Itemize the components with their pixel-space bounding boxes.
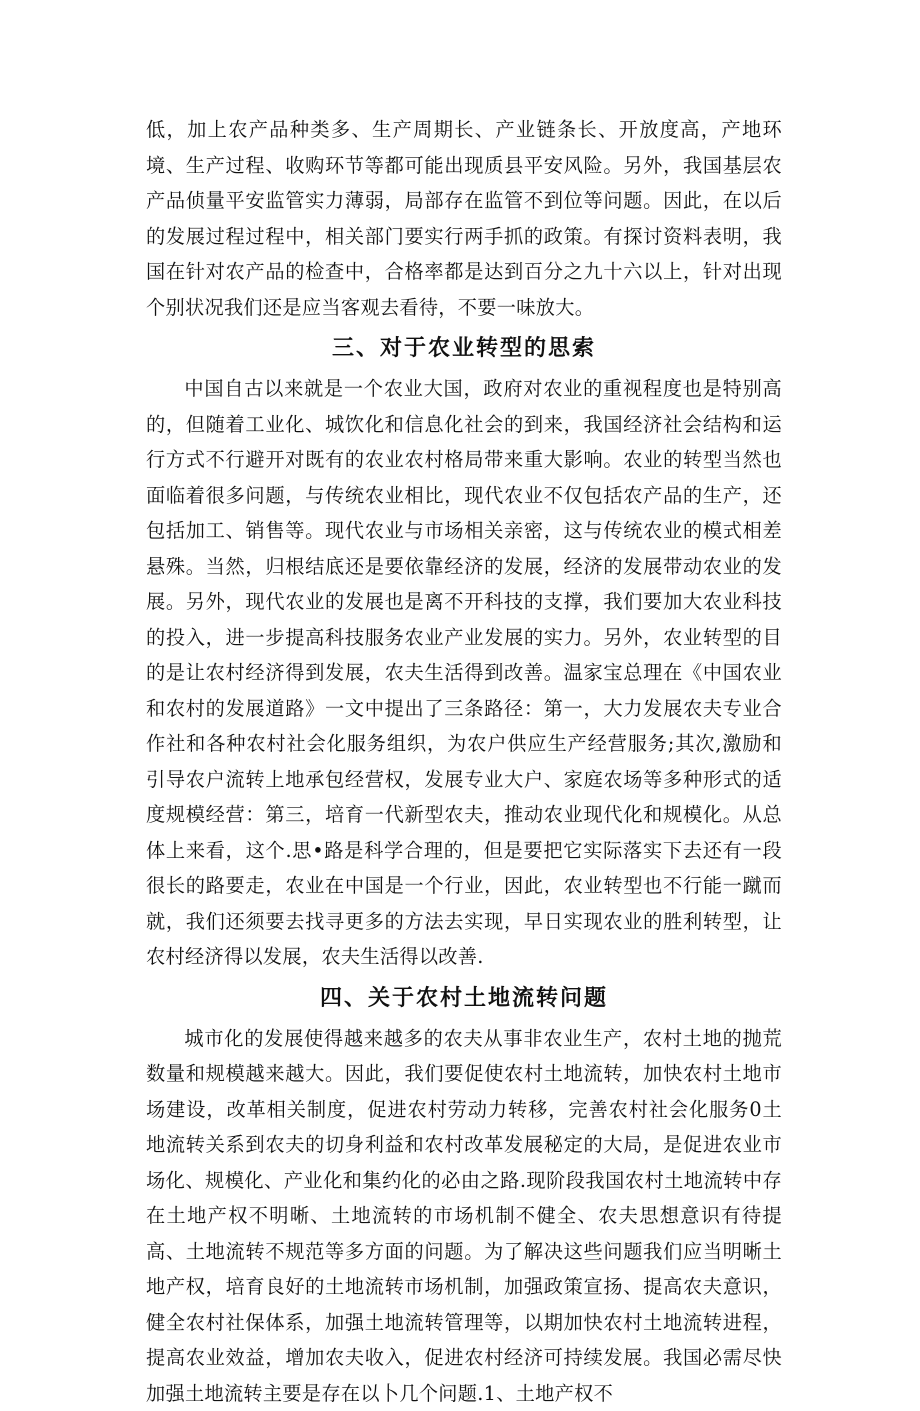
section-3-heading: 三、对于农业转型的思索 — [146, 325, 782, 371]
document-body — [146, 112, 782, 1411]
paragraph-continued: 低，加上农产品种类多、生产周期长、产业链条长、开放度高，产地环境、生产过程、收购环节等都可能出现质县平安风险。另外，我国基层农产品侦量平安监管实力薄弱，局部存在监管不到位等问题。因此，在以后的发展过程过程中，相关部门要实行两手抓的政策。有探讨资料表明，我国在针对农产品的检查中，合格率都是达到百分之九十六以上，针对出现个别状况我们还是应当客观去看待，不要一味放大。 — [146, 112, 782, 325]
section-4-paragraph: 城市化的发展使得越来越多的农夫从事非农业生产，农村土地的抛荒数量和规模越来越大。因此，我们要促使农村土地流转，加快农村土地市场建设，改革相关制度，促进农村劳动力转移，完善农村社会化服务0土地流转关系到农夫的切身利益和农村改革发展秘定的大局，是促进农业市场化、规模化、产业化和集约化的必由之路.现阶段我国农村土地流转中存在土地产权不明晰、土地流转的市场机制不健全、农夫思想意识有待提高、土地流转不规范等多方面的问题。为了解决这些问题我们应当明晰土地产权，培育良好的土地流转市场机制，加强政策宣扬、提高农夫意识，健全农村社保体系，加强土地流转管理等，以期加快农村土地流转进程，提高农业效益，增加农夫收入，促进农村经济可持续发展。我国必需尽快加强土地流转主要是存在以卜几个问题.1、土地产权不 — [146, 1021, 782, 1411]
section-3-paragraph: 中国自古以来就是一个农业大国，政府对农业的重视程度也是特别高的，但随着工业化、城饮化和信息化社会的到来，我国经济社会结构和运行方式不行避开对既有的农业农村格局带来重大影响。农业的转型当然也面临着很多问题，与传统农业相比，现代农业不仅包括农产品的生产，还包括加工、销售等。现代农业与市场相关亲密，这与传统农业的模式相差悬殊。当然，归根结底还是要依靠经济的发展，经济的发展带动农业的发展。另外，现代农业的发展也是离不开科技的支撑，我们要加大农业科技的投入，进一步提高科技服务农业产业发展的实力。另外，农业转型的目的是让农村经济得到发展，农夫生活得到改善。温家宝总理在《中国农业和农村的发展道路》一文中提出了三条路径：第一，大力发展农夫专业合作社和各种农村社会化服务组织，为农户供应生产经营服务;其次,激励和引导农户流转上地承包经营权，发展专业大户、家庭农场等多种形式的适度规模经营：第三，培育一代新型农夫，推动农业现代化和规模化。从总体上来看，这个.思•路是科学合理的，但是要把它实际落实下去还有一段很长的路要走，农业在中国是一个行业，因此，农业转型也不行能一蹴而就，我们还须要去找寻更多的方法去实现，早日实现农业的胜利转型，让农村经济得以发展，农夫生活得以改善. — [146, 371, 782, 975]
section-4-heading: 四、关于农村土地流转问题 — [146, 975, 782, 1021]
